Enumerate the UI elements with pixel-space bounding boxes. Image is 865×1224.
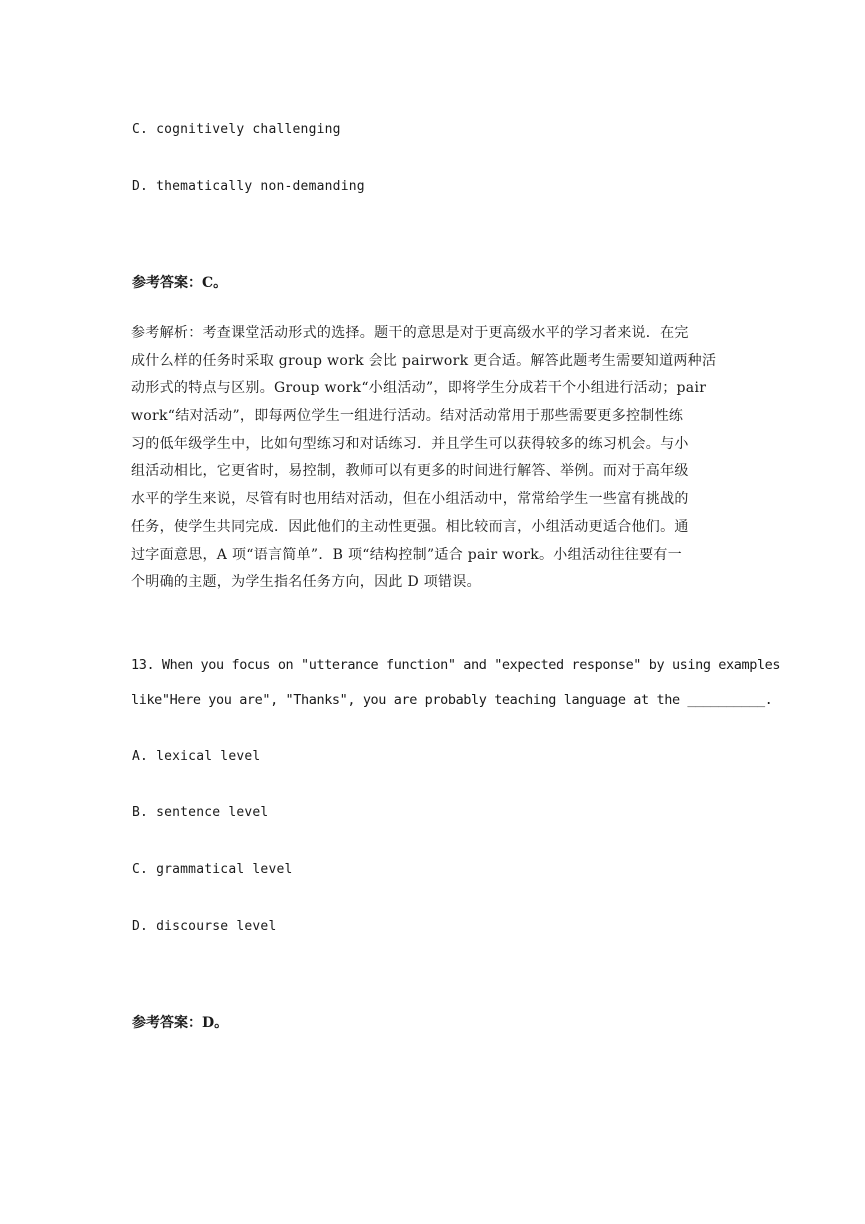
option-c-prev: C. cognitively challenging (132, 122, 341, 137)
reference-answer-prev: 参考答案：C。 (132, 275, 228, 291)
option-d-prev: D. thematically non-demanding (132, 179, 365, 194)
option-b: B. sentence level (132, 805, 269, 820)
option-a: A. lexical level (132, 749, 261, 764)
question-stem-line: like"Here you are", "Thanks", you are probably teaching language at the __________. (131, 692, 773, 708)
analysis-line: 水平的学生来说，尽管有时也用结对活动，但在小组活动中，常常给学生一些富有挑战的 (131, 491, 689, 508)
analysis-line: 过字面意思，A 项“语言简单”．B 项“结构控制”适合 pair work。小组活动往往要有一 (131, 546, 682, 563)
question-stem-line: 13. When you focus on "utterance function" and "expected response" by using examples (131, 657, 781, 673)
reference-analysis (131, 320, 735, 597)
reference-answer-13: 参考答案：D。 (132, 1015, 229, 1031)
option-c: C. grammatical level (132, 862, 293, 877)
analysis-line: 参考解析：考查课堂活动形式的选择。题干的意思是对于更高级水平的学习者来说．在完 (131, 325, 689, 341)
analysis-line: 动形式的特点与区别。Group work“小组活动”，即将学生分成若干个小组进行活动；pair (131, 380, 707, 397)
analysis-line: 任务，使学生共同完成．因此他们的主动性更强。相比较而言，小组活动更适合他们。通 (131, 518, 689, 535)
analysis-line: 组活动相比，它更省时，易控制，教师可以有更多的时间进行解答、举例。而对于高年级 (131, 463, 689, 480)
analysis-line: 习的低年级学生中，比如句型练习和对话练习．并且学生可以获得较多的练习机会。与小 (131, 435, 689, 452)
analysis-line: 成什么样的任务时采取 group work 会比 pairwork 更合适。解答此题考生需要知道两种活 (131, 352, 717, 369)
question-13-stem (131, 648, 781, 718)
option-d: D. discourse level (132, 919, 277, 934)
analysis-line: 个明确的主题，为学生指名任务方向，因此 D 项错误。 (131, 574, 481, 591)
analysis-line: work“结对活动”，即每两位学生一组进行活动。结对活动常用于那些需要更多控制性练 (131, 408, 684, 425)
